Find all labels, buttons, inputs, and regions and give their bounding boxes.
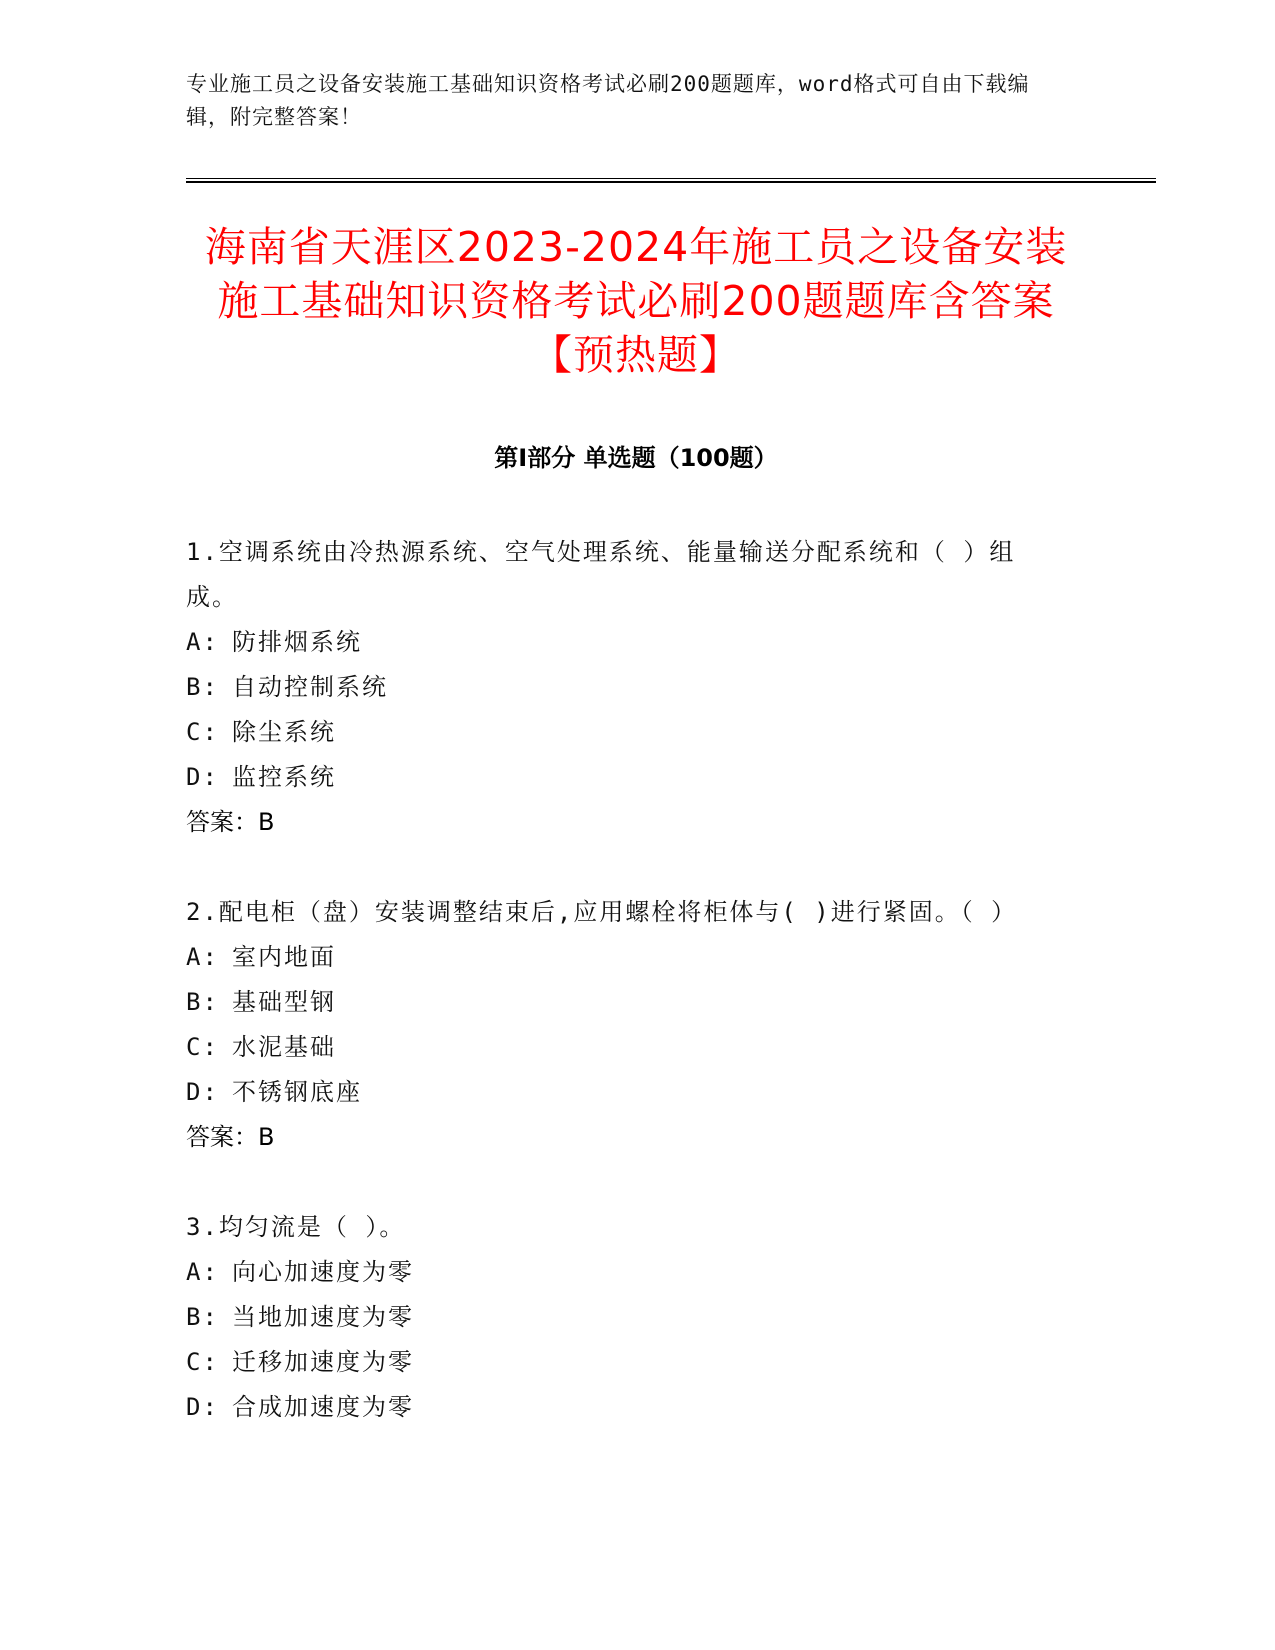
- question-list: [186, 530, 1066, 1475]
- option-text: 迁移加速度为零: [232, 1348, 414, 1376]
- option-b: [186, 980, 1066, 1025]
- option-key: A:: [186, 943, 219, 971]
- question-stem: 3.均匀流是（ ）。: [186, 1213, 406, 1241]
- option-key: D:: [186, 763, 219, 791]
- option-key: C:: [186, 1033, 219, 1061]
- section-heading: 第I部分 单选题（100题）: [494, 444, 778, 472]
- question-2: [186, 890, 1066, 1160]
- option-c: [186, 1340, 1066, 1385]
- option-key: B:: [186, 673, 219, 701]
- option-key: D:: [186, 1393, 219, 1421]
- option-key: B:: [186, 1303, 219, 1331]
- option-text: 除尘系统: [232, 718, 336, 746]
- answer-line: 答案：B: [186, 808, 275, 836]
- option-a: [186, 935, 1066, 980]
- option-d: [186, 1385, 1066, 1430]
- option-a: [186, 620, 1066, 665]
- option-d: [186, 755, 1066, 800]
- option-text: 向心加速度为零: [232, 1258, 414, 1286]
- option-key: C:: [186, 1348, 219, 1376]
- option-text: 合成加速度为零: [232, 1393, 414, 1421]
- question-3: [186, 1205, 1066, 1430]
- option-text: 防排烟系统: [232, 628, 362, 656]
- header-divider: [186, 178, 1156, 183]
- option-c: [186, 1025, 1066, 1070]
- option-text: 自动控制系统: [232, 673, 388, 701]
- document-title: 海南省天涯区2023-2024年施工员之设备安装施工基础知识资格考试必刷200题题库含答案【预热题】: [204, 223, 1068, 379]
- option-text: 当地加速度为零: [232, 1303, 414, 1331]
- question-stem: 1.空调系统由冷热源系统、空气处理系统、能量输送分配系统和（ ）组成。: [186, 538, 1016, 611]
- option-key: C:: [186, 718, 219, 746]
- option-text: 室内地面: [232, 943, 336, 971]
- option-text: 监控系统: [232, 763, 336, 791]
- option-c: [186, 710, 1066, 755]
- option-text: 水泥基础: [232, 1033, 336, 1061]
- option-key: A:: [186, 628, 219, 656]
- question-stem: 2.配电柜（盘）安装调整结束后,应用螺栓将柜体与( )进行紧固。（ ）: [186, 898, 1018, 926]
- answer-line: 答案：B: [186, 1123, 275, 1151]
- option-d: [186, 1070, 1066, 1115]
- option-text: 基础型钢: [232, 988, 336, 1016]
- option-b: [186, 665, 1066, 710]
- question-1: [186, 530, 1066, 845]
- option-a: [186, 1250, 1066, 1295]
- option-text: 不锈钢底座: [232, 1078, 362, 1106]
- option-b: [186, 1295, 1066, 1340]
- page-header: 专业施工员之设备安装施工基础知识资格考试必刷200题题库，word格式可自由下载编辑，附完整答案！: [186, 72, 1030, 129]
- option-key: B:: [186, 988, 219, 1016]
- option-key: A:: [186, 1258, 219, 1286]
- option-key: D:: [186, 1078, 219, 1106]
